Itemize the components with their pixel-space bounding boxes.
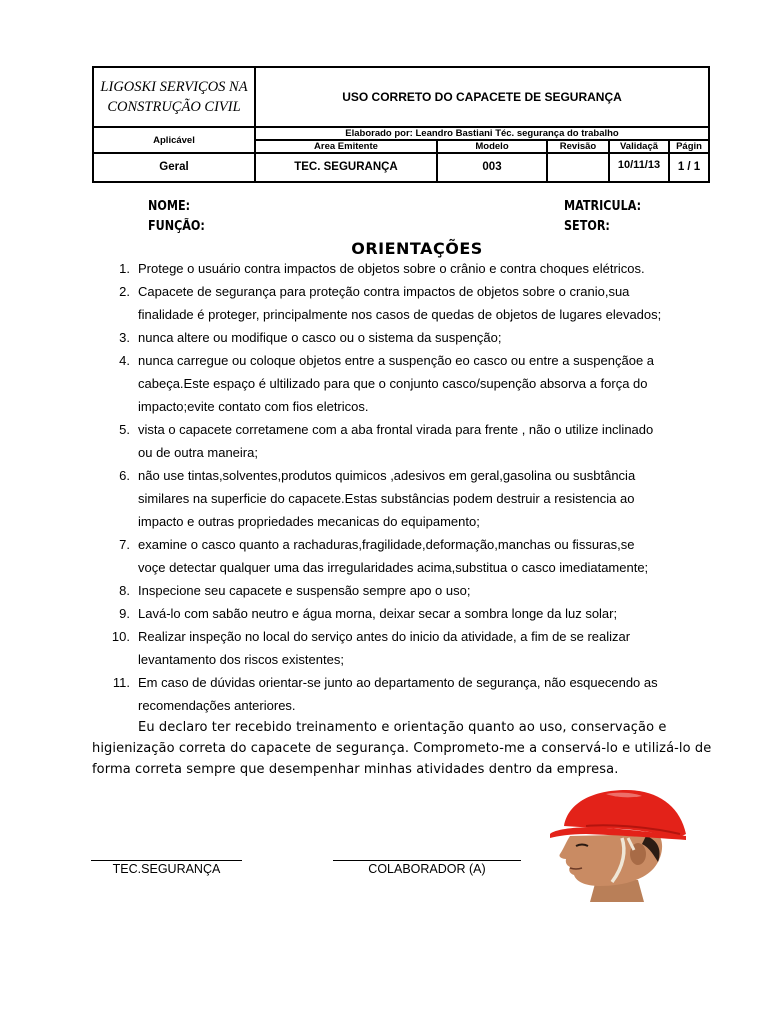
item-text-line: impacto e outras propriedades mecanicas do equipamento;: [138, 514, 480, 529]
registration-field-label: MATRICULA:: [564, 199, 642, 214]
item-text-line: recomendações anteriores.: [138, 698, 296, 713]
signature-line-right: [333, 860, 521, 861]
guidance-item: [92, 349, 712, 418]
column-model: Modelo: [437, 140, 547, 153]
item-text-line: vista o capacete corretamene com a aba frontal virada para frente , não o utilize inclinado: [138, 422, 654, 437]
declaration-line: Eu declaro ter recebido treinamento e orientação quanto ao uso, conservação e: [138, 720, 667, 735]
value-validity: 10/11/13: [609, 153, 669, 182]
guidance-item: [92, 602, 712, 625]
guidance-item: [92, 464, 712, 533]
column-area: Area Emitente: [255, 140, 437, 153]
item-text-line: cabeça.Este espaço é ultilizado para que o conjunto casco/supenção absorva a força do: [138, 376, 648, 391]
item-number: 7.: [119, 537, 130, 552]
item-text-line: levantamento dos riscos existentes;: [138, 652, 344, 667]
item-text-line: Capacete de segurança para proteção contra impactos de objetos sobre o cranio,sua: [138, 284, 630, 299]
function-field-label: FUNÇÃO:: [148, 219, 205, 234]
guidance-item: [92, 579, 712, 602]
item-number: 5.: [119, 422, 130, 437]
item-number: 4.: [119, 353, 130, 368]
item-number: 1.: [119, 261, 130, 276]
item-text-line: voçe detectar qualquer uma das irregularidades acima,substitua o casco imediatamente;: [138, 560, 649, 575]
document-title: USO CORRETO DO CAPACETE DE SEGURANÇA: [255, 67, 709, 127]
signature-label-right: COLABORADOR (A): [368, 862, 486, 876]
signature-label-left: TEC.SEGURANÇA: [112, 862, 221, 876]
helmet-photo-icon: [546, 788, 694, 902]
company-name: LIGOSKI SERVIÇOS NA CONSTRUÇÃO CIVIL: [93, 67, 255, 127]
guidance-list: [92, 257, 712, 717]
declaration-line: higienização correta do capacete de segurança. Comprometo-me a conservá-lo e utilizá-lo de: [92, 741, 712, 756]
column-validity: Validaçã: [609, 140, 669, 153]
item-text-line: examine o casco quanto a rachaduras,fragilidade,deformação,manchas ou fissuras,se: [138, 537, 635, 552]
item-text-line: impacto;evite contato com fios eletricos.: [138, 399, 369, 414]
item-text-line: nunca altere ou modifique o casco ou o sistema da suspenção;: [138, 330, 502, 345]
declaration-paragraph: [92, 717, 712, 780]
applicable-label: Aplicável: [93, 127, 255, 153]
item-text-line: Realizar inspeção no local do serviço antes do inicio da atividade, a fim de se realizar: [138, 629, 631, 644]
item-text-line: Inspecione seu capacete e suspensão sempre apo o uso;: [138, 583, 471, 598]
item-number: 10.: [111, 629, 130, 644]
item-text-line: Em caso de dúvidas orientar-se junto ao departamento de segurança, não esquecendo as: [138, 675, 658, 690]
guidance-item: [92, 280, 712, 326]
item-number: 9.: [119, 606, 130, 621]
value-applicable: Geral: [93, 153, 255, 182]
item-number: 2.: [119, 284, 130, 299]
guidance-item: [92, 418, 712, 464]
value-model: 003: [437, 153, 547, 182]
item-text-line: Lavá-lo com sabão neutro e água morna, deixar secar a sombra longe da luz solar;: [138, 606, 618, 621]
item-text-line: Protege o usuário contra impactos de objetos sobre o crânio e contra choques elétricos.: [138, 261, 645, 276]
head-profile: [559, 834, 662, 902]
value-page: 1 / 1: [669, 153, 709, 182]
guidance-item: [92, 671, 712, 717]
column-page: Págin: [669, 140, 709, 153]
document-header: [92, 66, 708, 183]
section-heading: ORIENTAÇÕES: [351, 239, 483, 258]
name-field-label: NOME:: [148, 199, 191, 214]
signature-line-left: [91, 860, 242, 861]
declaration-line: forma correta sempre que desempenhar minhas atividades dentro da empresa.: [92, 762, 619, 777]
hard-hat: [550, 790, 686, 840]
item-number: 3.: [119, 330, 130, 345]
item-number: 6.: [119, 468, 130, 483]
item-text-line: ou de outra maneira;: [138, 445, 258, 460]
item-number: 11.: [112, 675, 130, 690]
value-revision: [547, 153, 609, 182]
guidance-item: [92, 326, 712, 349]
guidance-item: [92, 533, 712, 579]
value-area: TEC. SEGURANÇA: [255, 153, 437, 182]
item-text-line: similares na superficie do capacete.Estas substâncias podem destruir a resistencia ao: [138, 491, 635, 506]
item-text-line: finalidade é proteger, principalmente nos casos de quedas de objetos de lugares elevados;: [138, 307, 662, 322]
prepared-by: Elaborado por: Leandro Bastiani Téc. segurança do trabalho: [255, 127, 709, 140]
guidance-item: [92, 257, 712, 280]
item-text-line: não use tintas,solventes,produtos quimicos ,adesivos em geral,gasolina ou susbtância: [138, 468, 636, 483]
sector-field-label: SETOR:: [564, 219, 610, 234]
column-revision: Revisão: [547, 140, 609, 153]
item-number: 8.: [119, 583, 130, 598]
item-text-line: nunca carregue ou coloque objetos entre a suspenção eo casco ou entre a suspençãoe a: [138, 353, 655, 368]
guidance-item: [92, 625, 712, 671]
